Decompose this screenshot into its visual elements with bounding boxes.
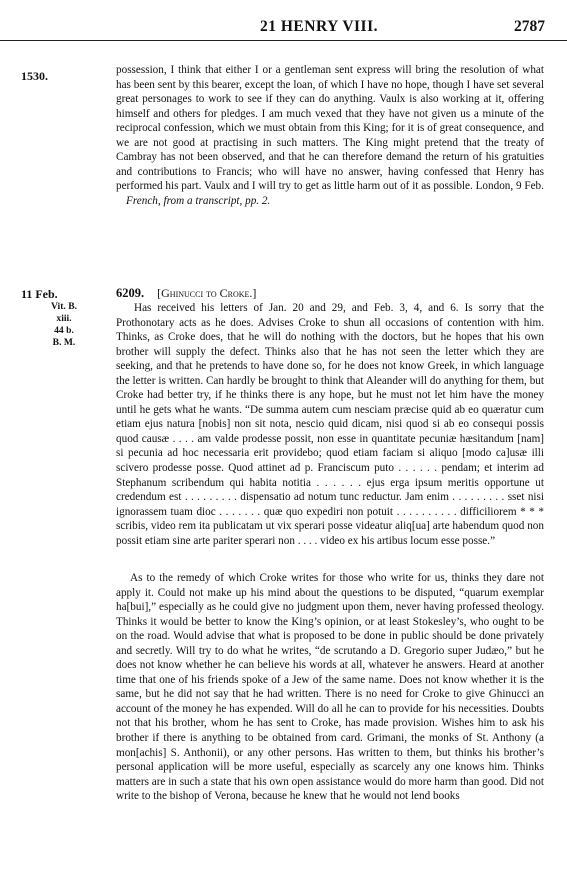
margin-reference: [44, 301, 84, 349]
latin-quotation: “De summa autem cum nesciam præcise quid ab eo quæratur cum etiam ejus natura [nobis] non sit nota, nescio quid dicam, nisi quod si ab eo consequi possis quod causæ . . . . am valde prodesse possit, non esse in quantitate pecuniæ hæsitandum [nam] si pecunia ad hoc necessaria erit providebo; quod etiam faciam si aliquo [modo ca]usæ illi scivero prodesse posse. Quod attinet ad p. Franciscum puto . . . . . . pendam; et interim ad Stephanum scribendum qui habita notitia . . . . . . ejus erga ipsum meritis opportune ut credendum est . . . . . . . . . dispensatio ad notum tunc reductur. Jam enim . . . . . . . . . sset nisi ignorassem tuam dioc . . . . . . . quæ quo expediri non potuit . . . . . . . . . . difficiliorem * * * scribis, video rem ita publicatam ut vix sperari posse videatur aliq[ua] arte habendum quod non possit etiam sine arte pariter sperari non . . . . video ex his artibus locum esse posse.”: [116, 403, 545, 547]
letter-conclusion: [116, 63, 544, 208]
margin-date: 11 Feb.: [21, 287, 58, 301]
margin-year: 1530.: [21, 69, 48, 83]
source-note: French, from a transcript, pp. 2.: [126, 194, 271, 207]
entry-paragraph-1-text: Has received his letters of Jan. 20 and 29, and Feb. 3, 4, and 6. Is sorry that the Prothonotary acts as he does. Advises Croke to shun all occasions of contention with him. Thinks, as Croke does, that he will do nothing with the doctors, but he hopes that his own brother will supply the defect. Thinks also that he has not seen the letter which they are seeking, and that he pretends to have done so, for he does not know Greek, in which language the letter is written. Can hardly be brought to think that Aleander will do anything for them, but Croke had better try, if he thinks there is any hope, but he must not let him have the money until he gets what he wants.: [116, 302, 544, 416]
letter-conclusion-text: possession, I think that either I or a gentleman sent express will bring the resolution of what has been sent by this bearer, except the loan, of which I have no hope, though I have set several great personages to work to see if they can do anything. Vaulx is also working at it, offering himself and others for pledges. I am much vexed that they have not given us a minute of the reciprocal confession, which we must obtain from this King; for it is of great consequence, and we are not good at practising in such matters. The King might pretend that the treaty of Cambray has not been observed, and that he can therefore demand the return of his gratuities and contributions to Francis; who will have no answer, having confessed that Henry has performed his part. Vaulx and I will try to get as little harm out of it as possible. London, 9 Feb.: [116, 64, 544, 193]
entry-heading: [116, 286, 544, 301]
page-number: 2787: [514, 18, 545, 35]
margin-reference-line: B. M.: [52, 337, 76, 348]
entry-title: [Ghinucci to Croke.]: [157, 286, 257, 300]
page-header: [0, 16, 567, 41]
entry-paragraph-1: [116, 301, 544, 548]
entry-paragraph-2: As to the remedy of which Croke writes for those who write for us, thinks they dare not apply it. Could not make up his mind about the questions to be disputed, “quarum exemplar ha[bui],” especially as he could give no judgment upon them, never having professed theology. Thinks it would be better to know the King’s opinion, or at least Stokesley’s, who ought to be on the road. Would advise that what is proposed to be done in public should be done privately and secretly. Will try to do what he writes, “de scrutando a D. Gregorio super Judæo,” but he does not know whether he can believe his words at all, whatever he answers. Heard at another time that one of his friends spoke of a Jew of the same name. Does not know whether it is the same, but he did not say that he had written. There is no need for Croke to give Ghinucci an account of the money he has expended. Will do all he can to provide for his necessities. Doubts not that his brother, whom he has sent to Croke, has made provision. Wishes him to ask his brother if there is anything to be obtained from card. Grimani, the monks of St. Anthony (a mon[achis] S. Anthonii), or any other persons. Has written to them, but thinks his brother’s personal application will be more useful, especially as scarcely any one knows him. Thinks matters are in such a state that his own open assistance would do more harm than good. Did not write to the bishop of Verona, because he knew that he would not lend books: [116, 572, 544, 803]
margin-reference-line: Vit. B. xiii.: [50, 301, 78, 324]
entry-number: 6209.: [116, 286, 145, 300]
running-title: 21 HENRY VIII.: [260, 18, 378, 35]
margin-reference-line: 44 b.: [54, 325, 74, 336]
